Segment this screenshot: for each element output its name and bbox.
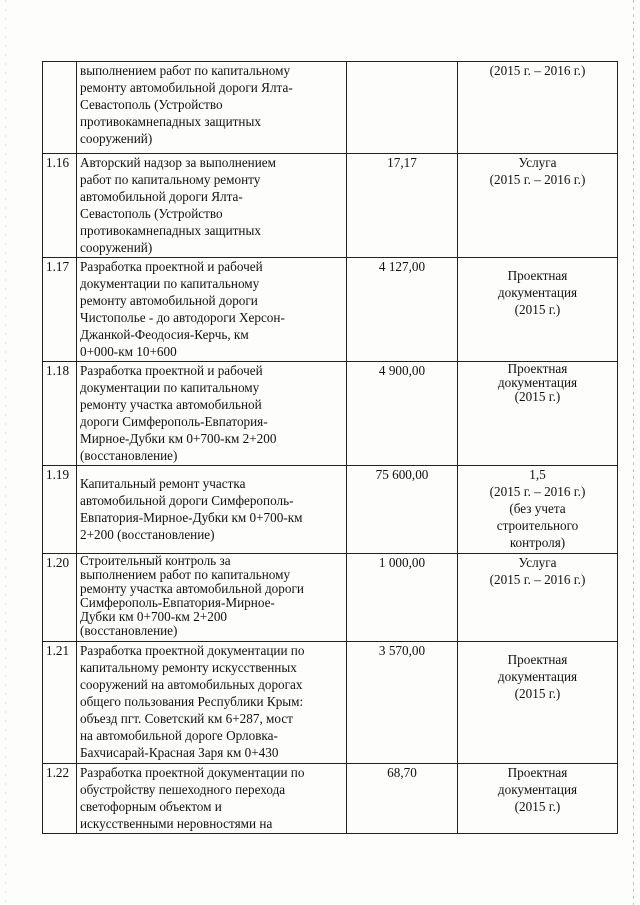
description-line: ремонту автомобильной дороги — [80, 293, 258, 308]
row-amount: 17,17 — [347, 154, 458, 258]
row-note — [458, 764, 618, 834]
description-line: капитальному ремонту искусственных — [80, 660, 297, 675]
row-note — [458, 154, 618, 258]
table-row — [43, 258, 618, 362]
table-row — [43, 466, 618, 554]
row-amount: 3 570,00 — [347, 642, 458, 764]
note-line: Проектная — [507, 765, 568, 780]
description-line: противокамнепадных защитных — [80, 223, 261, 238]
description-line: светофорным объектом и — [80, 799, 222, 814]
row-number: 1.20 — [43, 554, 77, 642]
scan-edge-left — [5, 0, 6, 905]
row-number: 1.21 — [43, 642, 77, 764]
description-line: (восстановление) — [80, 448, 178, 463]
row-amount: 68,70 — [347, 764, 458, 834]
row-amount: 4 127,00 — [347, 258, 458, 362]
note-line: (2015 г. – 2016 г.) — [489, 484, 586, 499]
description-line: сооружений на автомобильных дорогах — [80, 677, 303, 692]
description-line: ремонту участка автомобильной — [80, 397, 262, 412]
description-line: автомобильной дороги Ялта- — [80, 189, 243, 204]
description-line: обустройству пешеходного перехода — [80, 782, 286, 797]
description-line: Разработка проектной документации по — [80, 643, 305, 658]
row-note — [458, 362, 618, 466]
note-line: документация — [497, 375, 578, 390]
row-amount: 75 600,00 — [347, 466, 458, 554]
note-line: Проектная — [507, 652, 568, 667]
row-note — [458, 62, 618, 154]
description-line: документации по капитальному — [80, 276, 260, 291]
description-line: ремонту автомобильной дороги Ялта- — [80, 80, 293, 95]
description-line: 0+000-км 10+600 — [80, 344, 177, 359]
description-line: Строительный контроль за — [80, 553, 231, 568]
description-line: объезд пгт. Советский км 6+287, мост — [80, 711, 293, 726]
scan-edge-right — [633, 0, 634, 905]
description-line: Разработка проектной и рабочей — [80, 259, 263, 274]
description-line: Бахчисарай-Красная Заря км 0+430 — [80, 745, 279, 760]
note-line: (2015 г. – 2016 г.) — [489, 172, 586, 187]
description-line: Севастополь (Устройство — [80, 97, 223, 112]
note-line: контроля) — [509, 535, 566, 550]
description-line: Капитальный ремонт участка — [80, 476, 246, 491]
row-number — [43, 62, 77, 154]
description-line: Евпатория-Мирное-Дубки км 0+700-км — [80, 510, 303, 525]
row-note — [458, 642, 618, 764]
row-description — [77, 154, 347, 258]
note-line: Услуга — [518, 555, 557, 570]
description-line: дороги Симферополь-Евпатория- — [80, 414, 268, 429]
works-table — [42, 61, 618, 834]
description-line: Севастополь (Устройство — [80, 206, 223, 221]
note-line: (2015 г. – 2016 г.) — [489, 572, 586, 587]
row-note — [458, 554, 618, 642]
description-line: Разработка проектной и рабочей — [80, 363, 263, 378]
description-line: Чистополье - до автодороги Херсон- — [80, 310, 285, 325]
row-amount — [347, 62, 458, 154]
description-line: работ по капитальному ремонту — [80, 172, 261, 187]
row-description — [77, 764, 347, 834]
description-line: Джанкой-Феодосия-Керчь, км — [80, 327, 249, 342]
description-line: выполнением работ по капитальному — [80, 567, 291, 582]
table-row — [43, 642, 618, 764]
row-note — [458, 258, 618, 362]
note-line: Проектная — [507, 268, 568, 283]
table-row — [43, 764, 618, 834]
description-line: Симферополь-Евпатория-Мирное- — [80, 595, 275, 610]
note-line: (2015 г.) — [514, 686, 561, 701]
note-line: 1,5 — [529, 467, 546, 482]
row-description — [77, 554, 347, 642]
description-line: сооружений) — [80, 131, 153, 146]
description-line: общего пользования Республики Крым: — [80, 694, 304, 709]
description-line: противокамнепадных защитных — [80, 114, 261, 129]
note-line: (без учета — [509, 501, 566, 516]
note-line: (2015 г.) — [514, 799, 561, 814]
row-amount: 1 000,00 — [347, 554, 458, 642]
note-line: документация — [497, 285, 578, 300]
row-number: 1.19 — [43, 466, 77, 554]
description-line: искусственными неровностями на — [80, 816, 273, 831]
row-description — [77, 362, 347, 466]
description-line: Авторский надзор за выполнением — [80, 155, 276, 170]
description-line: сооружений) — [80, 240, 153, 255]
row-number: 1.22 — [43, 764, 77, 834]
description-line: Разработка проектной документации по — [80, 765, 305, 780]
note-line: (2015 г. – 2016 г.) — [489, 63, 586, 78]
row-description — [77, 62, 347, 154]
note-line: документация — [497, 782, 578, 797]
note-line: строительного — [496, 518, 579, 533]
note-line: документация — [497, 669, 578, 684]
description-line: выполнением работ по капитальному — [80, 63, 291, 78]
row-note — [458, 466, 618, 554]
description-line: на автомобильной дороге Орловка- — [80, 728, 278, 743]
row-number: 1.17 — [43, 258, 77, 362]
row-amount: 4 900,00 — [347, 362, 458, 466]
row-description — [77, 466, 347, 554]
description-line: (восстановление) — [80, 623, 178, 638]
note-line: (2015 г.) — [514, 302, 561, 317]
table-row — [43, 154, 618, 258]
description-line: Мирное-Дубки км 0+700-км 2+200 — [80, 431, 277, 446]
description-line: ремонту участка автомобильной дороги — [80, 581, 304, 596]
row-number: 1.16 — [43, 154, 77, 258]
table-row — [43, 362, 618, 466]
table-row — [43, 62, 618, 154]
row-description — [77, 258, 347, 362]
description-line: автомобильной дороги Симферополь- — [80, 493, 294, 508]
note-line: (2015 г.) — [514, 389, 561, 404]
note-line: Проектная — [507, 361, 568, 376]
note-line: Услуга — [518, 155, 557, 170]
row-description — [77, 642, 347, 764]
description-line: документации по капитальному — [80, 380, 260, 395]
description-line: Дубки км 0+700-км 2+200 — [80, 609, 228, 624]
row-number: 1.18 — [43, 362, 77, 466]
description-line: 2+200 (восстановление) — [80, 527, 215, 542]
table-row — [43, 554, 618, 642]
